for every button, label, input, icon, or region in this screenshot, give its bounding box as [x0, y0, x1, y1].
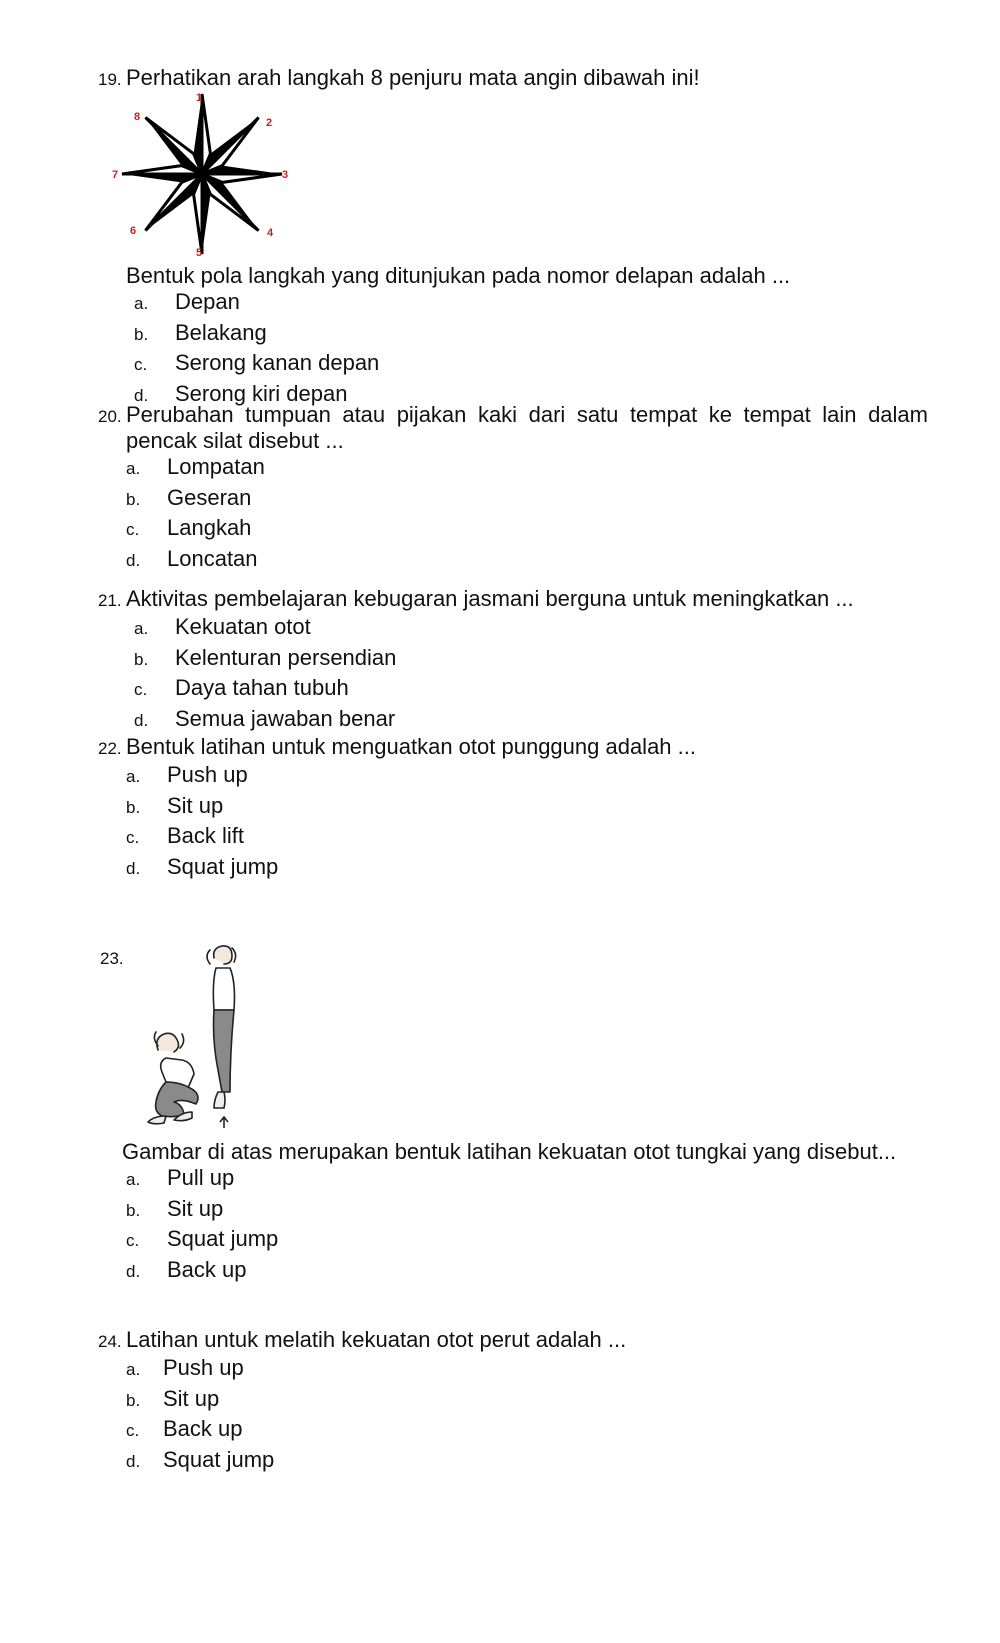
star-label-4: 4	[267, 227, 274, 239]
option-letter: d.	[134, 710, 149, 730]
option-text: Lompatan	[167, 454, 265, 479]
option-letter: d.	[126, 1261, 141, 1281]
option-a[interactable]	[98, 614, 928, 645]
star-label-2: 2	[266, 117, 273, 129]
option-b[interactable]	[98, 793, 928, 824]
option-text: Back up	[167, 1256, 247, 1282]
option-text: Back lift	[167, 823, 245, 848]
option-text: Loncatan	[167, 545, 258, 571]
option-text: Back up	[163, 1416, 243, 1441]
option-c[interactable]	[98, 1226, 928, 1257]
question-prompt: Bentuk pola langkah yang ditunjukan pada nomor delapan adalah ...	[126, 263, 791, 288]
option-letter: c.	[126, 1421, 140, 1440]
option-text: Sit up	[167, 1195, 224, 1221]
option-text: Serong kanan depan	[175, 350, 380, 375]
question-text: Bentuk latihan untuk menguatkan otot punggung adalah ...	[126, 734, 696, 759]
option-text: Squat jump	[167, 853, 279, 879]
option-letter: c.	[126, 520, 140, 539]
option-a[interactable]	[98, 289, 928, 320]
eight-point-star-icon	[110, 90, 300, 260]
option-d[interactable]	[98, 546, 928, 577]
option-letter: a.	[126, 1360, 141, 1379]
option-d[interactable]	[98, 1447, 928, 1478]
option-c[interactable]	[98, 515, 928, 546]
option-text: Daya tahan tubuh	[175, 675, 349, 700]
question-text: Aktivitas pembelajaran kebugaran jasmani berguna untuk meningkatkan ...	[126, 586, 854, 611]
option-letter: b.	[134, 649, 149, 669]
option-text: Pull up	[167, 1165, 235, 1190]
option-letter: c.	[134, 355, 148, 374]
option-letter: b.	[126, 489, 141, 509]
question-22-header	[98, 733, 928, 762]
option-text: Squat jump	[163, 1446, 275, 1472]
question-number: 23.	[100, 949, 124, 968]
question-24-header	[98, 1326, 928, 1355]
option-c[interactable]	[98, 350, 928, 381]
question-24	[98, 1326, 928, 1477]
question-number: 19.	[98, 70, 122, 89]
option-b[interactable]	[98, 645, 928, 676]
option-a[interactable]	[98, 1355, 928, 1386]
question-22	[98, 733, 928, 884]
option-letter: a.	[126, 767, 141, 786]
option-b[interactable]	[98, 320, 928, 351]
option-letter: b.	[126, 797, 141, 817]
option-letter: d.	[126, 1451, 141, 1471]
option-text: Semua jawaban benar	[175, 705, 396, 731]
squat-jump-figure-icon	[138, 942, 258, 1132]
option-text: Langkah	[167, 515, 252, 540]
option-d[interactable]	[98, 854, 928, 885]
option-d[interactable]	[98, 706, 928, 737]
star-label-8: 8	[134, 111, 141, 123]
option-text: Belakang	[175, 319, 267, 345]
option-text: Push up	[167, 762, 248, 787]
option-letter: c.	[134, 680, 148, 699]
question-21-header	[98, 585, 928, 614]
question-number: 21.	[98, 591, 122, 610]
question-19	[98, 64, 928, 93]
option-a[interactable]	[98, 1165, 928, 1196]
question-21	[98, 585, 928, 736]
option-letter: a.	[134, 294, 149, 313]
question-20-header	[98, 402, 928, 454]
option-c[interactable]	[98, 1416, 928, 1447]
option-letter: a.	[126, 1170, 141, 1189]
option-text: Geseran	[167, 484, 252, 510]
option-letter: b.	[134, 324, 149, 344]
option-letter: d.	[126, 858, 141, 878]
option-d[interactable]	[98, 1257, 928, 1288]
option-text: Serong kiri depan	[175, 380, 348, 406]
option-letter: a.	[126, 459, 141, 478]
option-c[interactable]	[98, 823, 928, 854]
option-text: Push up	[163, 1355, 244, 1380]
option-b[interactable]	[98, 485, 928, 516]
question-19-header	[98, 64, 928, 93]
question-number: 22.	[98, 739, 122, 758]
option-b[interactable]	[98, 1196, 928, 1227]
option-letter: c.	[126, 828, 140, 847]
question-number: 24.	[98, 1332, 122, 1351]
option-text: Sit up	[167, 792, 224, 818]
option-b[interactable]	[98, 1386, 928, 1417]
question-number: 20.	[98, 407, 122, 426]
star-label-5: 5	[196, 247, 203, 259]
option-text: Sit up	[163, 1385, 220, 1411]
option-letter: a.	[134, 619, 149, 638]
option-letter: c.	[126, 1231, 140, 1250]
question-20	[98, 402, 928, 576]
option-text: Depan	[175, 289, 240, 314]
option-a[interactable]	[98, 762, 928, 793]
option-a[interactable]	[98, 454, 928, 485]
option-text: Kelenturan persendian	[175, 644, 397, 670]
option-letter: d.	[134, 385, 149, 405]
star-label-7: 7	[112, 169, 119, 181]
option-letter: b.	[126, 1200, 141, 1220]
star-label-6: 6	[130, 225, 137, 237]
option-text: Squat jump	[167, 1226, 279, 1251]
question-text: Perubahan tumpuan atau pijakan kaki dari satu tempat ke tempat lain dalam pencak silat disebut ...	[126, 402, 928, 453]
option-letter: b.	[126, 1390, 141, 1410]
option-letter: d.	[126, 550, 141, 570]
question-prompt: Gambar di atas merupakan bentuk latihan kekuatan otot tungkai yang disebut...	[122, 1139, 897, 1164]
star-label-1: 1	[196, 92, 203, 104]
question-text: Perhatikan arah langkah 8 penjuru mata angin dibawah ini!	[126, 65, 700, 90]
option-c[interactable]	[98, 675, 928, 706]
option-text: Kekuatan otot	[175, 614, 311, 639]
star-label-3: 3	[282, 169, 289, 181]
question-19-body	[98, 262, 928, 411]
question-text: Latihan untuk melatih kekuatan otot perut adalah ...	[126, 1327, 627, 1352]
question-23-body	[98, 1138, 928, 1287]
